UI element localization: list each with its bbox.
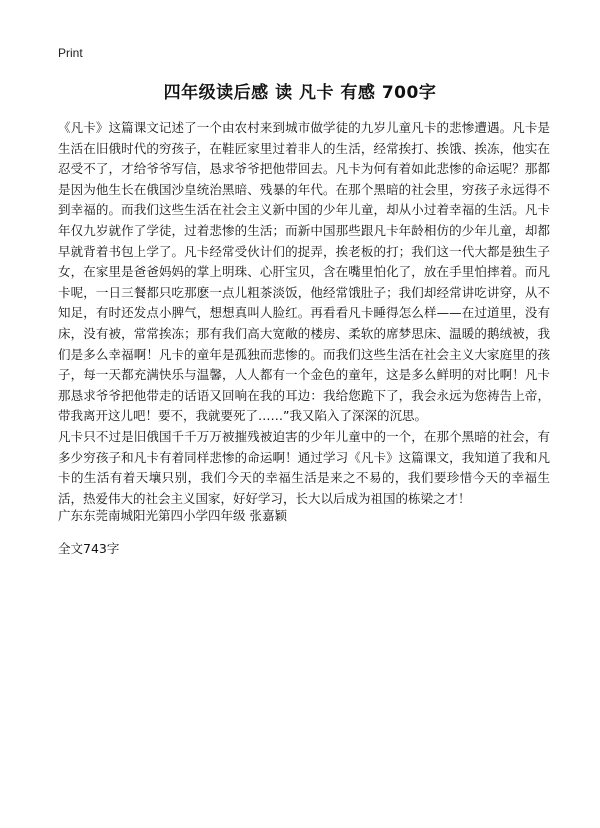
word-count: 全文743字 <box>58 541 120 556</box>
article-paragraph: 凡卡只不过是旧俄国千千万万被摧残被迫害的少年儿童中的一个，在那个黑暗的社会，有多少穷孩子和凡卡有着同样悲惨的命运啊！通过学习《凡卡》这篇课文，我知道了我和凡卡的生活有着天壤只别，我们今天的幸福生活是来之不易的，我们要珍惜今天的幸福生活，热爱伟大的社会主义国家，好好学习，长大以后成为祖国的栋梁之才！ <box>58 428 550 506</box>
print-link[interactable]: Print <box>58 46 83 60</box>
article-title: 四年级读后感 读 凡卡 有感 700字 <box>163 83 437 103</box>
author-line: 广东东莞南城阳光第四小学四年级 张嘉颖 <box>58 508 287 523</box>
article-body <box>58 118 550 509</box>
article-paragraph: 《凡卡》这篇课文记述了一个由农村来到城市做学徒的九岁儿童凡卡的悲惨遭遇。凡卡是生活在旧俄时代的穷孩子，在鞋匠家里过着非人的生活，经常挨打、挨饿、挨冻，他实在忍受不了，才给爷爷写信，恳求爷爷把他带回去。凡卡为何有着如此悲惨的命运呢？那都是因为他生长在俄国沙皇统治黑暗、残暴的年代。在那个黑暗的社会里，穷孩子永远得不到幸福的。而我们这些生活在社会主义新中国的少年儿童，却从小过着幸福的生活。凡卡年仅九岁就作了学徒，过着悲惨的生活；而新中国那些跟凡卡年龄相仿的少年儿童，却都早就背着书包上学了。凡卡经常受伙计们的捉弄，挨老板的打；我们这一代大都是独生子女，在家里是爸爸妈妈的掌上明珠、心肝宝贝，含在嘴里怕化了，放在手里怕摔着。而凡卡呢，一日三餐都只吃那麽一点儿粗茶淡饭，他经常饿肚子；我们却经常讲吃讲穿，从不知足，有时还发点小脾气，想想真叫人脸红。再看看凡卡睡得怎么样——在过道里，没有床，没有被，常常挨冻；那有我们高大宽敞的楼房、柔软的席梦思床、温暖的鹅绒被，我们是多么幸福啊！凡卡的童年是孤独而悲惨的。而我们这些生活在社会主义大家庭里的孩子，每一天都充满快乐与温馨，人人都有一个金色的童年，这是多么鲜明的对比啊！凡卡那恳求爷爷把他带走的话语又回响在我的耳边：我给您跪下了，我会永远为您祷告上帝，带我离开这儿吧！要不，我就要死了……”我又陷入了深深的沉思。 <box>58 120 550 424</box>
